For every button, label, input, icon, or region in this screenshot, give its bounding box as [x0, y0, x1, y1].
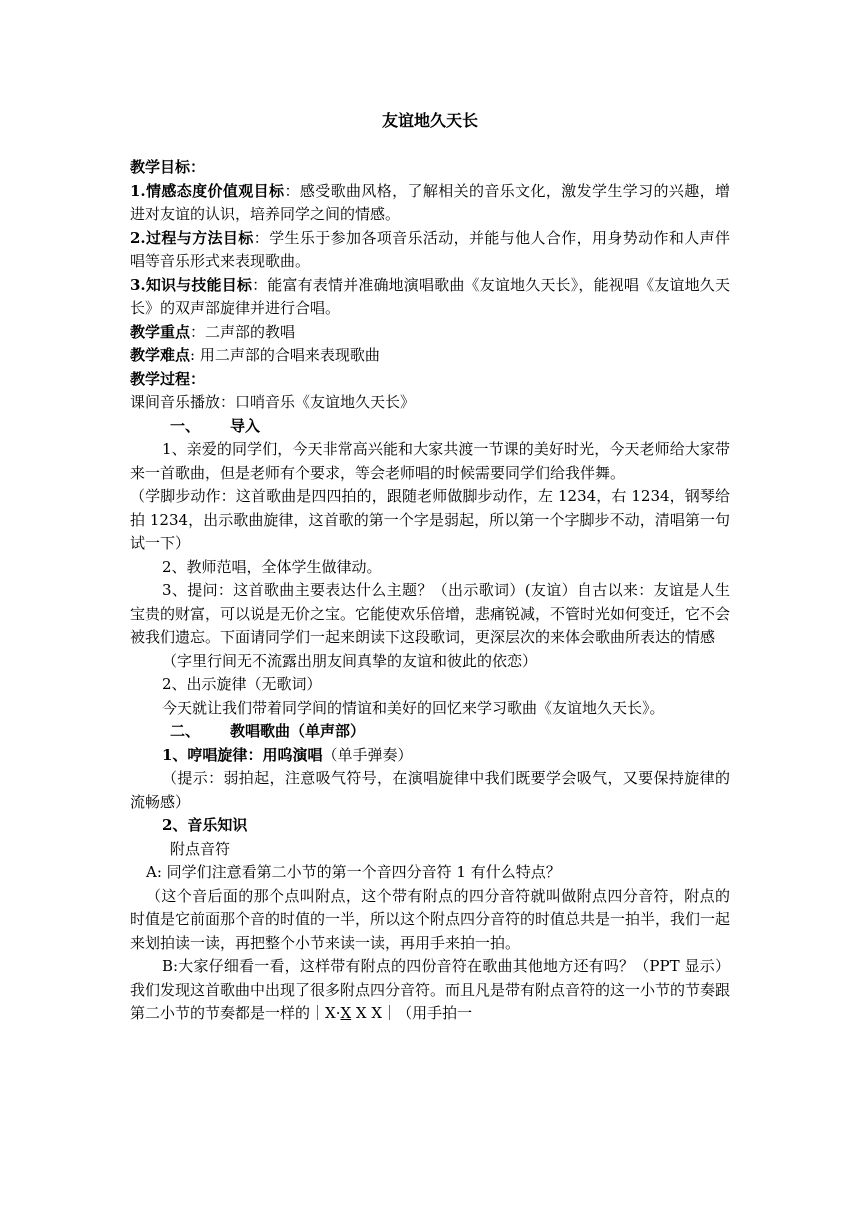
section-2-paragraph: A: 同学们注意看第二小节的第一个音四分音符 1 有什么特点？ — [146, 863, 561, 881]
section-1-paragraph: 今天就让我们带着同学间的情谊和美好的回忆来学习歌曲《友谊地久天长》。 — [162, 698, 665, 717]
section-2-subheading: 附点音符 — [170, 839, 231, 858]
section-1-heading — [130, 415, 730, 439]
section-2-paragraph: （提示：弱拍起，注意吸气符号，在演唱旋律中我们既要学会吸气，又要保持旋律的流畅感） — [130, 769, 730, 811]
section-1-paragraph: 2、出示旋律（无歌词） — [162, 675, 322, 693]
section-1-paragraph: （字里行间无不流露出朋友间真挚的友谊和彼此的依恋） — [162, 651, 538, 670]
document-body — [130, 156, 730, 1026]
process-heading: 教学过程： — [130, 369, 206, 388]
section-2-paragraph: （这个音后面的那个点叫附点，这个带有附点的四分音符就叫做附点四分音符，附点的时值是它前面那个音的时值的一半，所以这个附点四分音符的时值总共是一拍半，我们一起来划拍读一读，再把整个小节来读一读，再用手来拍一拍。 — [130, 886, 731, 952]
section-2-item-1-text: （单手弹奏） — [322, 745, 413, 764]
section-1-paragraph: 2、教师范唱，全体学生做律动。 — [162, 557, 382, 576]
pre-class-music: 课间音乐播放：口哨音乐《友谊地久天长》 — [130, 393, 416, 411]
goal-3-text: ：能富有表情并准确地演唱歌曲《友谊地久天长》，能视唱《友谊地久天长》的双声部旋律并进行合唱。 — [130, 275, 730, 317]
section-2-title: 教唱歌曲（单声部） — [230, 722, 366, 740]
goal-1-text: ：感受歌曲风格，了解相关的音乐文化，激发学生学习的兴趣，增进对友谊的认识，培养同学之间的情感。 — [130, 181, 730, 223]
section-2-heading — [130, 720, 730, 744]
section-1-paragraph: 1、亲爱的同学们，今天非常高兴能和大家共渡一节课的美好时光，今天老师给大家带来一首歌曲，但是老师有个要求，等会老师唱的时候需要同学们给我伴舞。 — [130, 440, 730, 482]
difficulty — [130, 344, 730, 368]
section-1-paragraph: 3、提问：这首歌曲主要表达什么主题？（出示歌词）(友谊）自古以来：友谊是人生宝贵的财富，可以说是无价之宝。它能使欢乐倍增，悲痛锐减，不管时光如何变迁，它不会被我们遗忘。下面请同学们一起来朗读下这段歌词，更深层次的来体会歌曲所表达的情感 — [130, 581, 731, 646]
rhythm-pattern — [310, 1004, 397, 1022]
rhythm-underlined-note: X — [340, 1004, 352, 1022]
goal-3-label: 3.知识与技能目标 — [130, 275, 253, 294]
section-2-paragraph — [130, 955, 730, 1026]
section-2-item-1 — [130, 744, 730, 768]
section-1-paragraph: （学脚步动作：这首歌曲是四四拍的，跟随老师做脚步动作，左 1234，右 1234，钢琴给拍 1234，出示歌曲旋律，这首歌的第一个字是弱起，所以第一个字脚步不动，清唱第一句试一下） — [130, 487, 730, 552]
goal-2-label: 2.过程与方法目标 — [130, 228, 254, 247]
section-1-title: 导入 — [230, 416, 261, 435]
goal-3 — [130, 274, 730, 321]
section-1-number: 一、 — [170, 416, 201, 435]
key-point-text: ：二声部的教唱 — [190, 322, 296, 341]
section-2-number: 二、 — [170, 722, 201, 740]
difficulty-label: 教学难点 — [130, 346, 191, 364]
key-point-label: 教学重点 — [130, 322, 191, 341]
goal-1-label: 1.情感态度价值观目标 — [130, 181, 285, 200]
paragraph-b-text: B:大家仔细看一看，这样带有附点的四份音符在歌曲其他地方还有吗？（PPT 显示）我们发现这首歌曲中出现了很多附点四分音符。而且凡是带有附点音符的这一小节的节奏跟第二小节的节奏都是一样的 — [130, 957, 731, 1022]
goals-heading: 教学目标： — [130, 158, 206, 176]
section-2-item-2: 2、音乐知识 — [162, 816, 248, 834]
paragraph-b-tail: （用手拍一 — [397, 1004, 473, 1022]
document-title: 友谊地久天长 — [381, 111, 478, 130]
difficulty-text: : 用二声部的合唱来表现歌曲 — [190, 346, 380, 364]
goal-1 — [130, 180, 730, 227]
rhythm-end: X X｜ — [351, 1004, 398, 1022]
section-2-item-1-label: 1、哼唱旋律：用呜演唱 — [162, 745, 323, 764]
rhythm-start: ｜X· — [310, 1004, 341, 1022]
key-point — [130, 321, 730, 345]
goal-2 — [130, 227, 730, 274]
goal-2-text: ：学生乐于参加各项音乐活动，并能与他人合作，用身势动作和人声伴唱等音乐形式来表现歌曲。 — [130, 228, 730, 270]
